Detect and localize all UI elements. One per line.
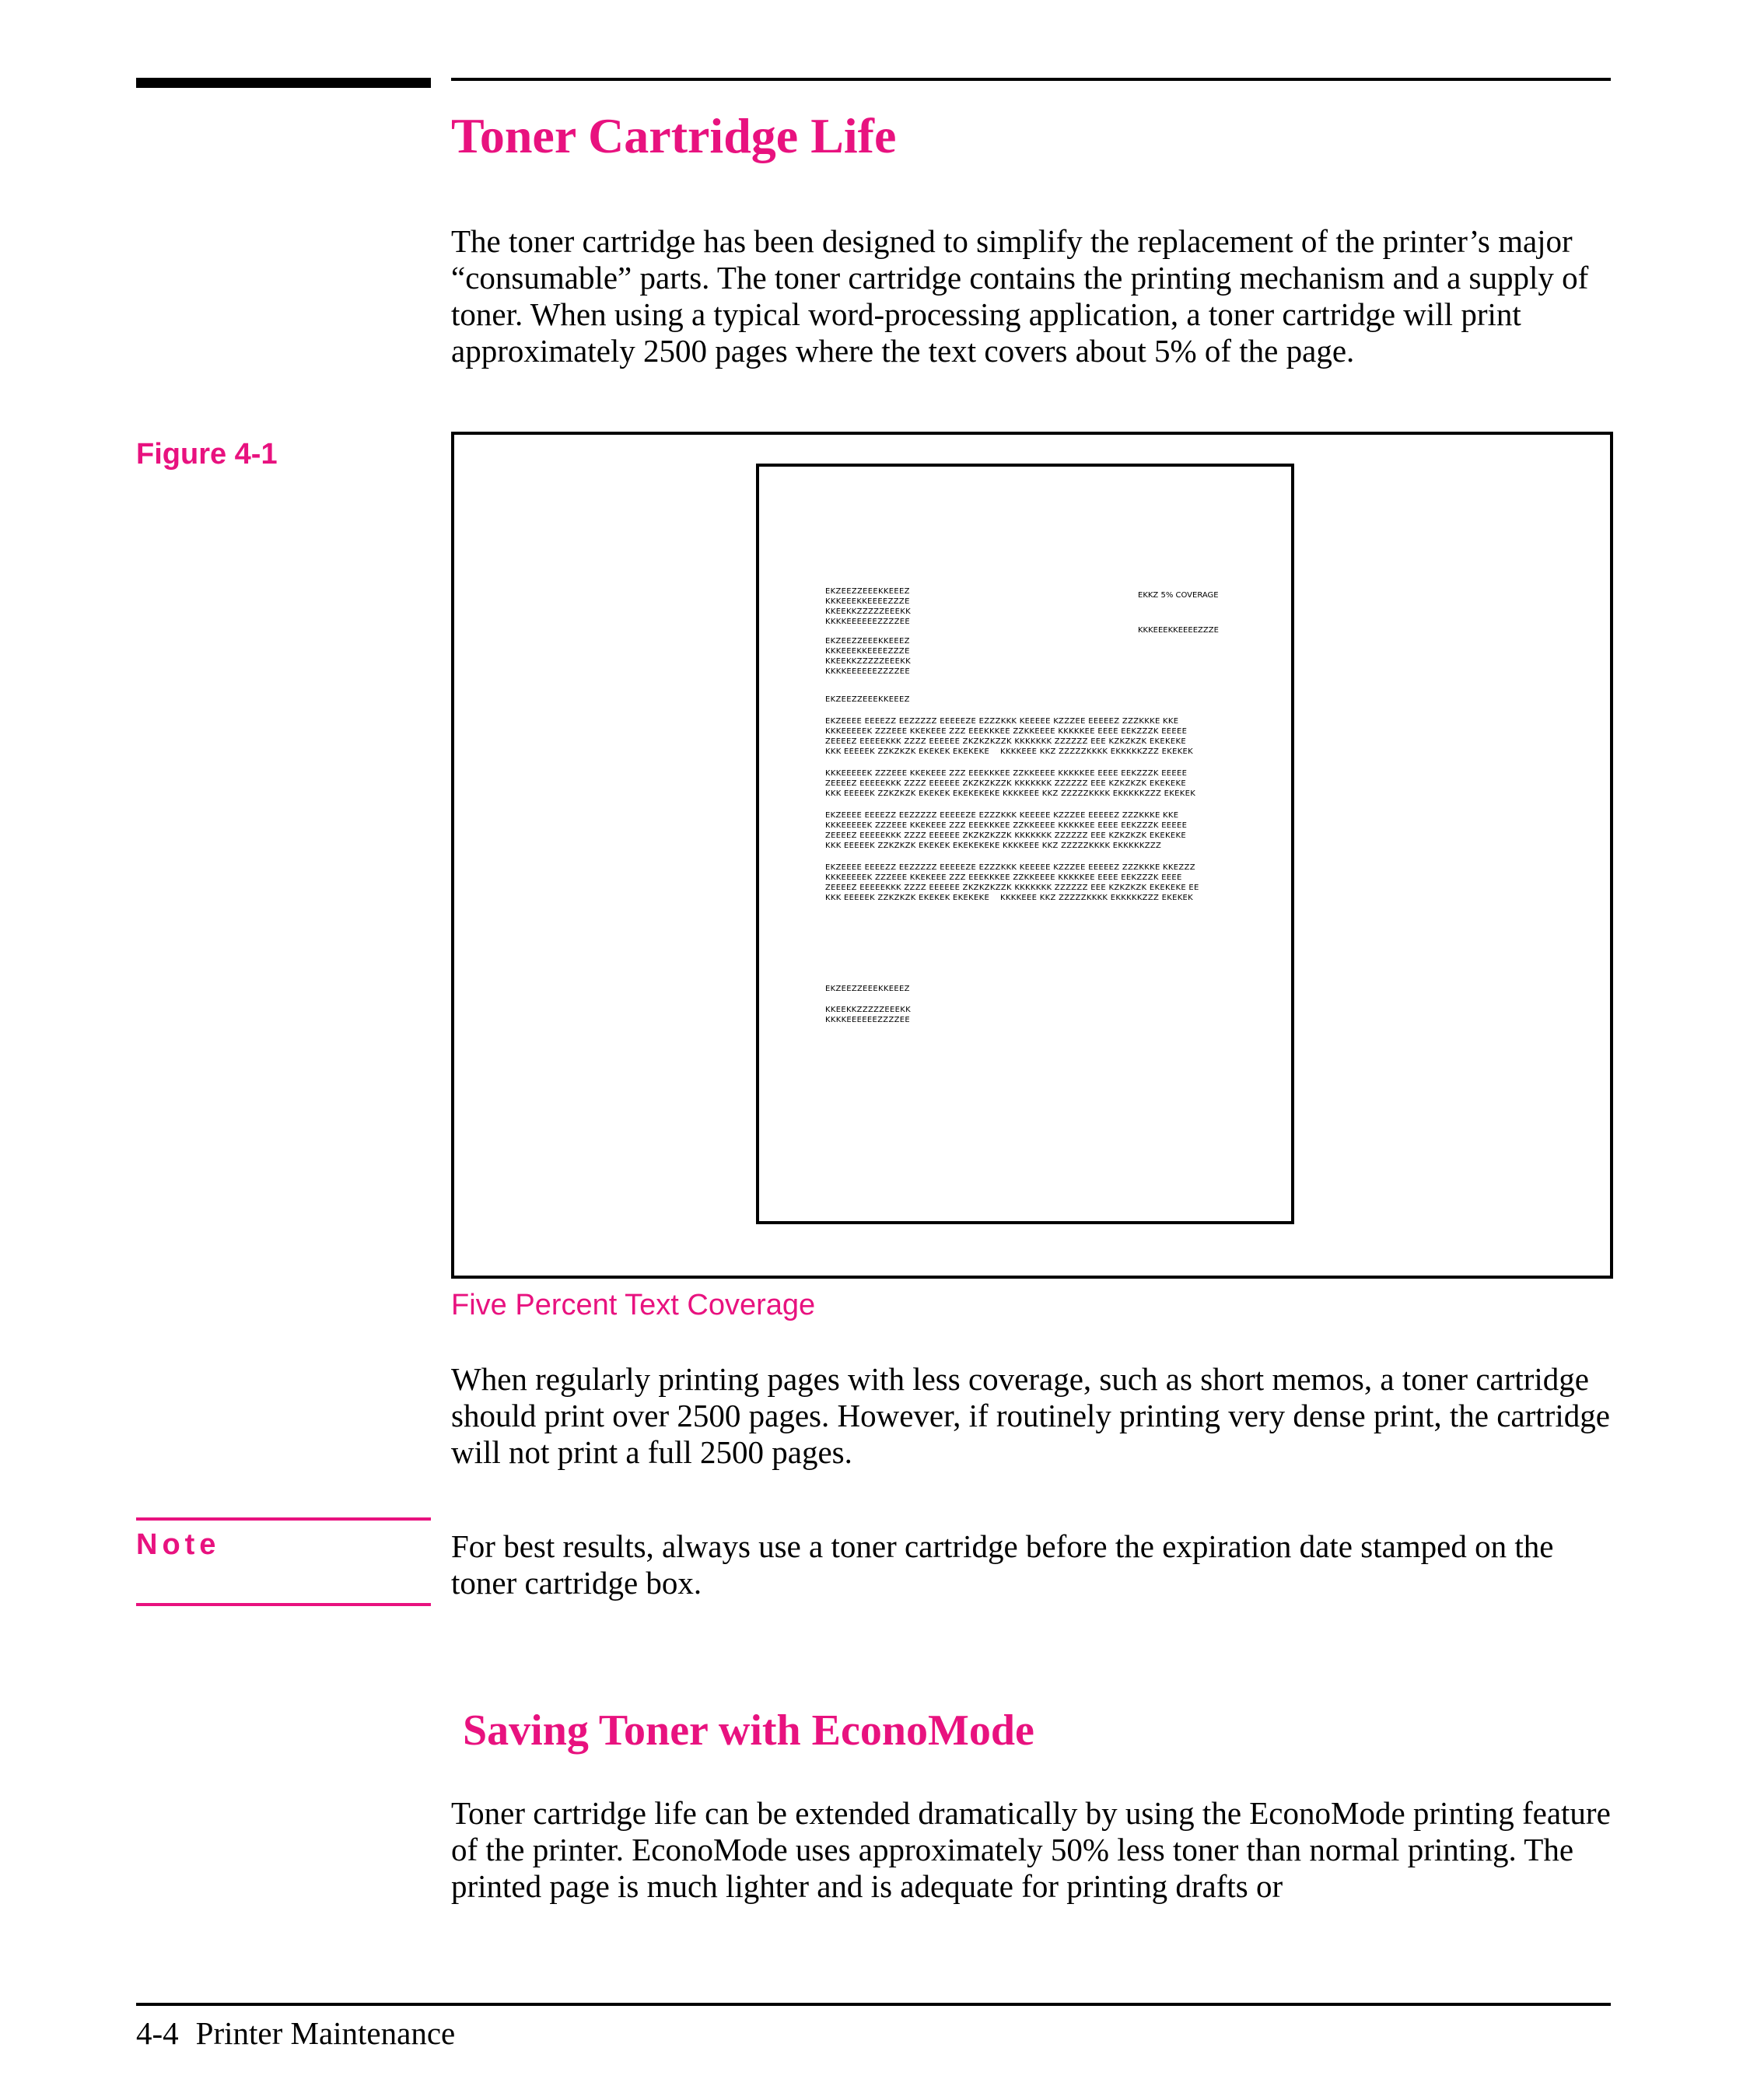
coverage-paragraph: When regularly printing pages with less coverage, such as short memos, a toner cartridge should print over 2500 pages. However, if routinely printing very dense print, the cartridge will not print a full 2500 pages.	[451, 1361, 1610, 1470]
sample-text-line: EKZEEEE EEEEZZ EEZZZZZ EEEEEZE EZZZKKK KEEEEE KZZZEE EEEEEZ ZZZKKKE KKE	[825, 811, 1179, 820]
sample-text-line: KKEEKKZZZZZEEEKK	[825, 607, 911, 616]
figure-label: Figure 4-1	[136, 438, 278, 471]
sample-text-line: EKZEEZZEEEKKEEEZ	[825, 587, 910, 596]
sample-text-line: EKZEEEE EEEEZZ EEZZZZZ EEEEEZE EZZZKKK KEEEEE KZZZEE EEEEEZ ZZZKKKE KKE	[825, 717, 1179, 726]
sample-title-line: EKKZ 5% COVERAGE	[1138, 591, 1219, 600]
sample-text-line: EKZEEEE EEEEZZ EEZZZZZ EEEEEZE EZZZKKK KEEEEE KZZZEE EEEEEZ ZZZKKKE KKEZZZ	[825, 863, 1195, 872]
note-bottom-rule	[136, 1603, 431, 1606]
sample-text-line: ZEEEEZ EEEEEKKK ZZZZ EEEEEE ZKZKZKZZK KKKKKKK ZZZZZZ EEE KZKZKZK EKEKEKE EE	[825, 884, 1199, 892]
intro-paragraph: The toner cartridge has been designed to simplify the replacement of the printer’s major “consumable” parts. The toner cartridge contains the printing mechanism and a supply of toner. When using a typical word-processing application, a toner cartridge will print approximately 2500 pages where the text covers about 5% of the page.	[451, 223, 1589, 369]
left-margin-rule	[136, 78, 431, 88]
sample-title-line: KKKEEEKKEEEEZZZE	[1138, 626, 1219, 635]
sample-text-line: KKKKEEEEEEZZZZEE	[825, 618, 910, 626]
page-footer	[136, 2014, 455, 2052]
sample-text-line: KKKKEEEEEEZZZZEE	[825, 1016, 910, 1024]
sample-text-line: KKK EEEEEK ZZKZKZK EKEKEK EKEKEKEKE KKKKEEE KKZ ZZZZZKKKK EKKKKKZZZ	[825, 842, 1162, 850]
note-label: Note	[136, 1528, 221, 1561]
sample-text-line: EKZEEZZEEEKKEEEZ	[825, 637, 910, 646]
sample-text-line: KKK EEEEEK ZZKZKZK EKEKEK EKEKEKE KKKKEEE KKZ ZZZZZKKKK EKKKKKZZZ EKEKEK	[825, 894, 1194, 902]
footer-rule	[136, 2003, 1611, 2006]
sample-page-illustration	[756, 464, 1294, 1224]
sample-text-line: ZEEEEZ EEEEEKKK ZZZZ EEEEEE ZKZKZKZZK KKKKKKK ZZZZZZ EEE KZKZKZK EKEKEKE	[825, 737, 1186, 746]
sample-text-line: KKKEEEEEK ZZZEEE KKEKEEE ZZZ EEEKKKEE ZZKKEEEE KKKKKEE EEEE EEKZZZK EEEEE	[825, 821, 1188, 830]
sample-text-line: KKEEKKZZZZZEEEKK	[825, 1006, 911, 1014]
page-title: Toner Cartridge Life	[451, 108, 897, 163]
sample-text-line: KKKEEEKKEEEEZZZE	[825, 647, 910, 656]
sample-text-line: EKZEEZZEEEKKEEEZ	[825, 695, 910, 704]
sample-text-line: ZEEEEZ EEEEEKKK ZZZZ EEEEEE ZKZKZKZZK KKKKKKK ZZZZZZ EEE KZKZKZK EKEKEKE	[825, 779, 1186, 788]
note-top-rule	[136, 1517, 431, 1521]
figure-frame	[451, 432, 1613, 1279]
footer-section-title: Printer Maintenance	[195, 2015, 456, 2051]
sample-text-line: KKK EEEEEK ZZKZKZK EKEKEK EKEKEKEKE KKKKEEE KKZ ZZZZZKKKK EKKKKKZZZ EKEKEK	[825, 789, 1196, 798]
figure-caption: Five Percent Text Coverage	[451, 1289, 816, 1321]
sample-text-line: ZEEEEZ EEEEEKKK ZZZZ EEEEEE ZKZKZKZZK KKKKKKK ZZZZZZ EEE KZKZKZK EKEKEKE	[825, 831, 1186, 840]
page-number: 4-4	[136, 2015, 179, 2051]
sample-text-line: KKEEKKZZZZZEEEKK	[825, 657, 911, 666]
sample-text-line: KKKEEEEEK ZZZEEE KKEKEEE ZZZ EEEKKKEE ZZKKEEEE KKKKKEE EEEE EEKZZZK EEEEE	[825, 769, 1188, 778]
sample-page-title	[1138, 566, 1219, 660]
top-rule	[451, 78, 1611, 81]
sample-text-line: KKKEEEEEK ZZZEEE KKEKEEE ZZZ EEEKKKEE ZZKKEEEE KKKKKEE EEEE EEKZZZK EEEE	[825, 873, 1182, 882]
sample-text-line: KKK EEEEEK ZZKZKZK EKEKEK EKEKEKE KKKKEEE KKZ ZZZZZKKKK EKKKKKZZZ EKEKEK	[825, 747, 1194, 756]
sample-text-line: KKKEEEKKEEEEZZZE	[825, 597, 910, 606]
sample-text-line: KKKKEEEEEEZZZZEE	[825, 667, 910, 676]
section-heading: Saving Toner with EconoMode	[463, 1706, 1034, 1755]
econo-paragraph: Toner cartridge life can be extended dramatically by using the EconoMode printing feature of the printer. EconoMode uses approximately 50% less toner than normal printing. The printed page is much lighter and is adequate for printing drafts or	[451, 1795, 1611, 1904]
sample-text-line: KKKEEEEEK ZZZEEE KKEKEEE ZZZ EEEKKKEE ZZKKEEEE KKKKKEE EEEE EEKZZZK EEEEE	[825, 727, 1188, 736]
sample-text-line: EKZEEZZEEEKKEEEZ	[825, 985, 910, 993]
note-text: For best results, always use a toner cartridge before the expiration date stamped on the toner cartridge box.	[451, 1528, 1554, 1601]
